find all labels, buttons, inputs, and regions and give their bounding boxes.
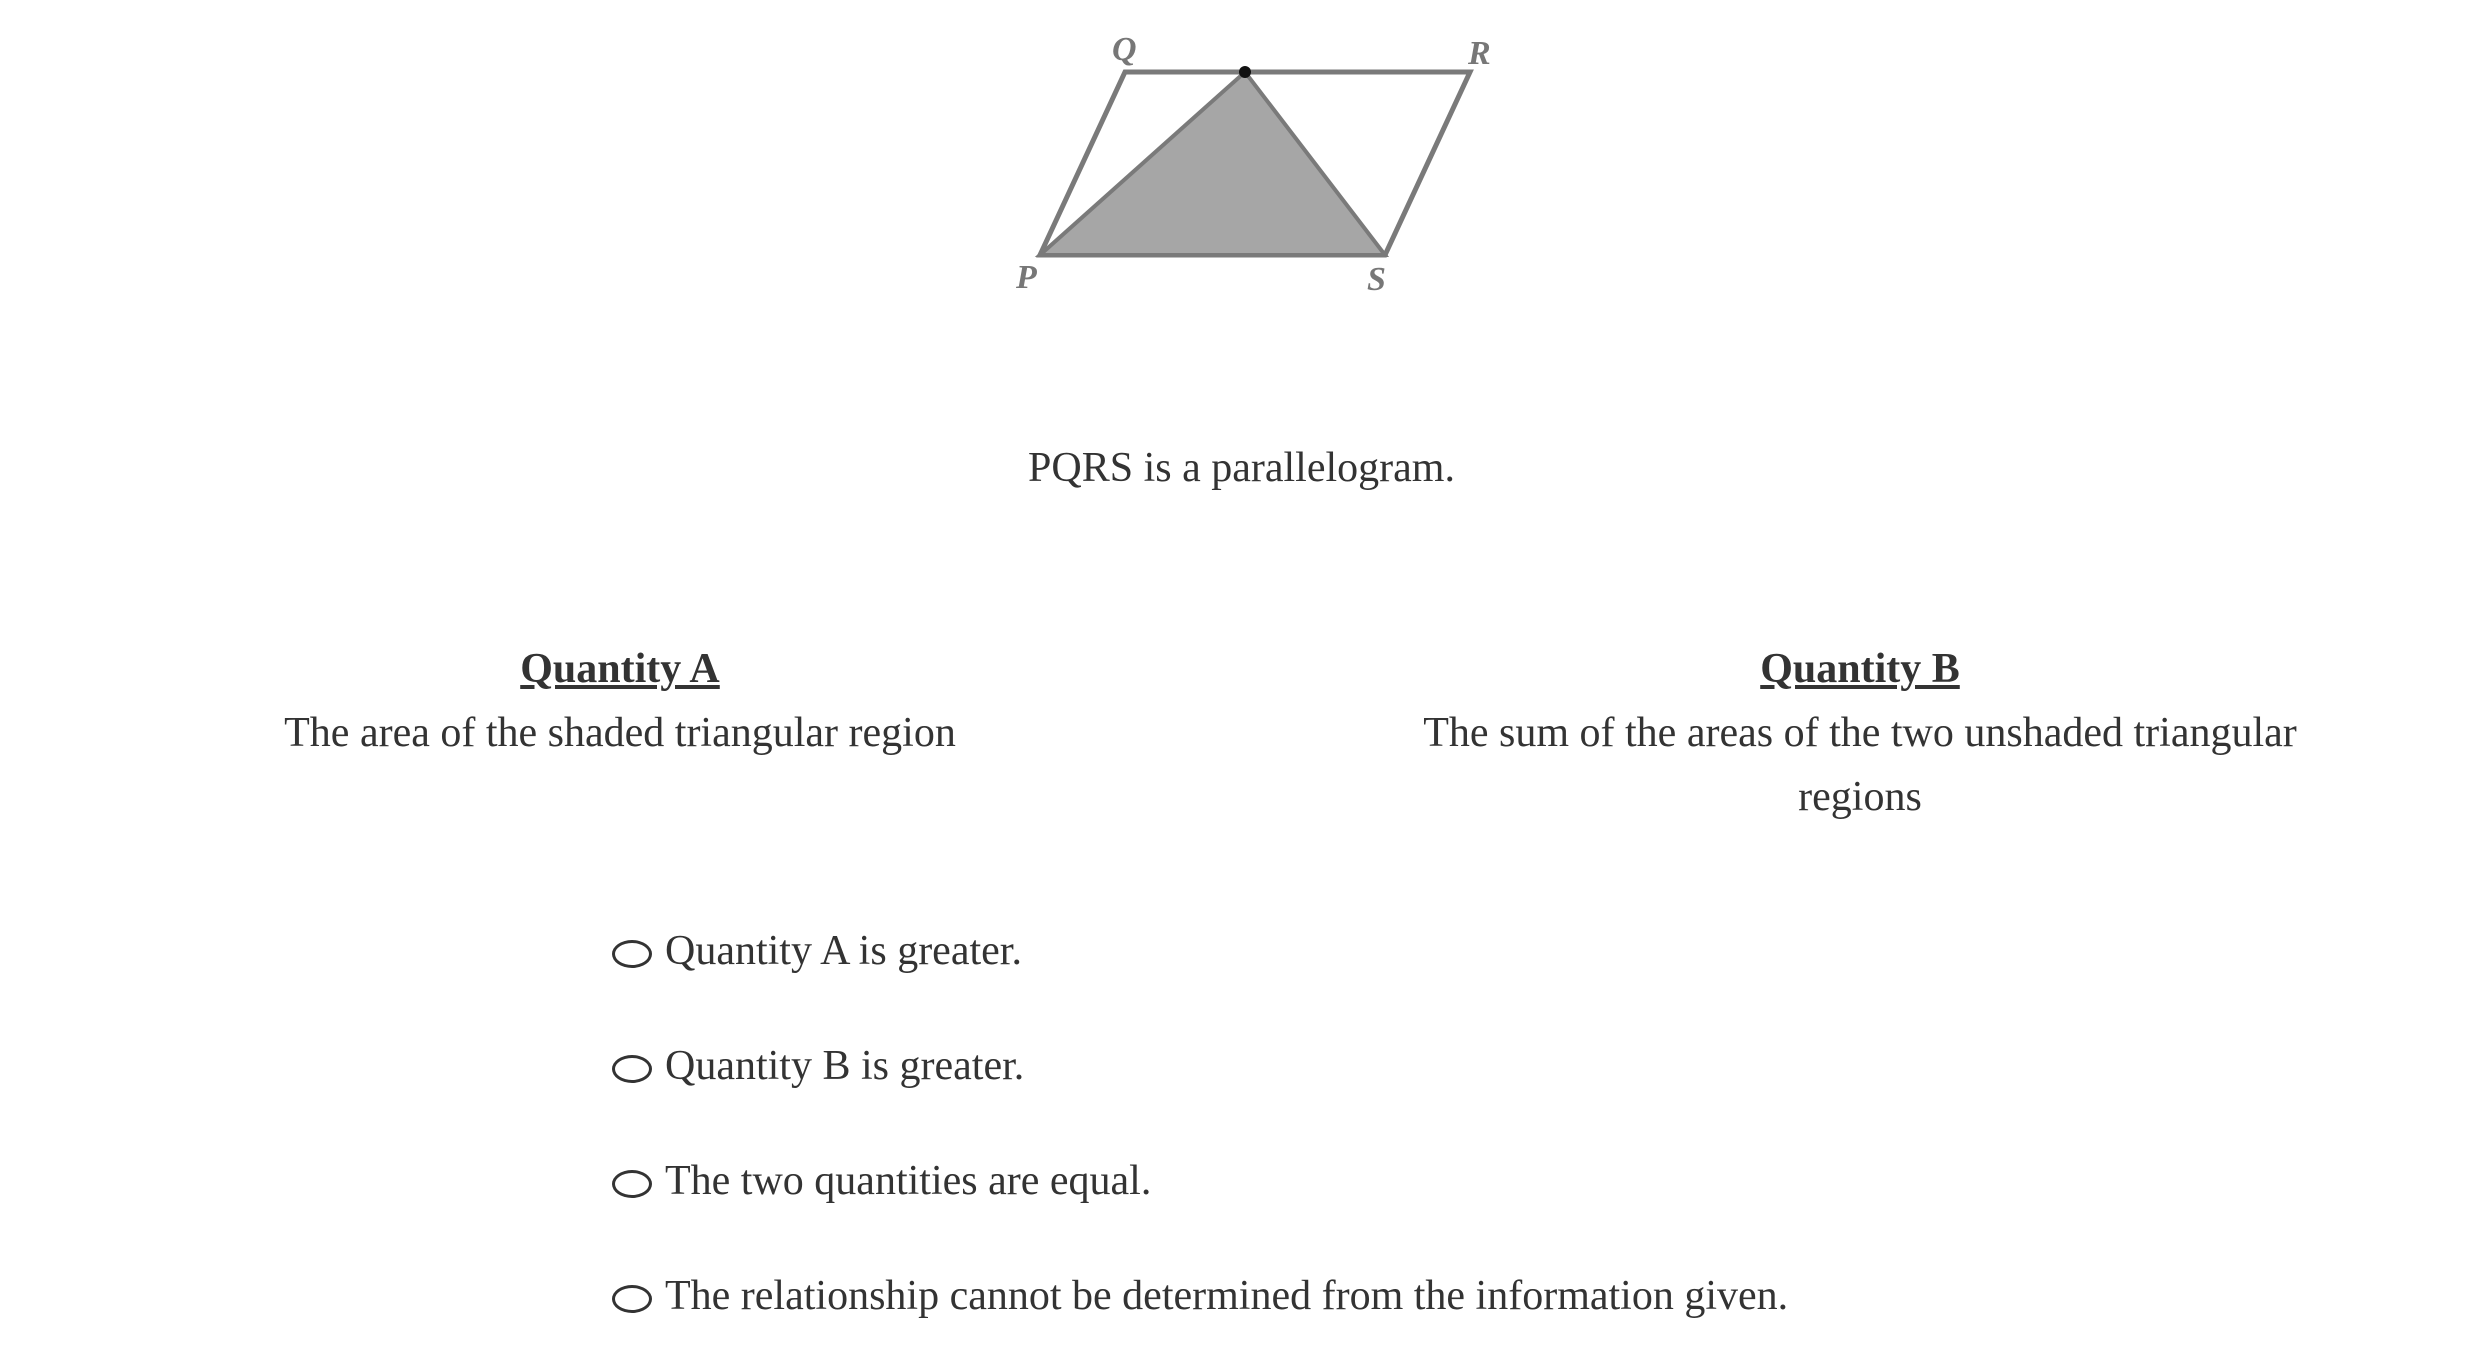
radio-button[interactable]	[612, 1055, 652, 1083]
option-b-greater[interactable]	[612, 1008, 1788, 1123]
quantity-b-column	[1380, 637, 2340, 829]
shaded-triangle	[1040, 72, 1385, 255]
vertex-label-r: R	[1468, 35, 1491, 72]
parallelogram-diagram	[920, 0, 1540, 350]
radio-button[interactable]	[612, 1285, 652, 1313]
quantity-a-heading: Quantity A	[520, 646, 720, 692]
top-side-point	[1239, 66, 1251, 78]
option-label: The relationship cannot be determined from the information given.	[665, 1272, 1789, 1319]
option-label: Quantity A is greater.	[665, 927, 1022, 974]
option-label: The two quantities are equal.	[665, 1157, 1152, 1204]
parallelogram-figure	[920, 0, 1540, 350]
vertex-label-p: P	[1016, 259, 1037, 296]
option-equal[interactable]	[612, 1123, 1788, 1238]
radio-button[interactable]	[612, 1170, 652, 1198]
option-label: Quantity B is greater.	[665, 1042, 1025, 1089]
radio-button[interactable]	[612, 940, 652, 968]
answer-options	[612, 893, 1788, 1353]
question-stem: PQRS is a parallelogram.	[1028, 445, 1455, 491]
quantity-b-text: The sum of the areas of the two unshaded triangular regions	[1423, 710, 2297, 820]
quantity-b-heading: Quantity B	[1760, 646, 1960, 692]
quantity-a-text: The area of the shaded triangular region	[284, 710, 956, 756]
option-a-greater[interactable]	[612, 893, 1788, 1008]
option-cannot-determine[interactable]	[612, 1238, 1788, 1353]
quantity-a-column	[210, 637, 1030, 765]
vertex-label-s: S	[1367, 261, 1386, 298]
vertex-label-q: Q	[1112, 31, 1137, 68]
